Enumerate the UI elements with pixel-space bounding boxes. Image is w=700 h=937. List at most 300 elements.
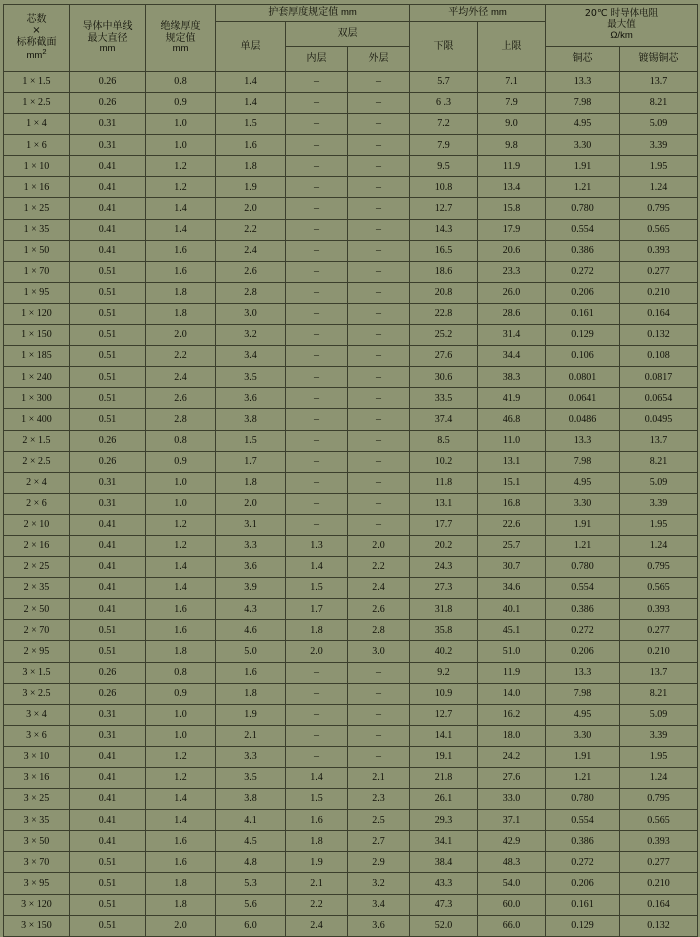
cell-sheath-outer: 2.5 [348,810,410,831]
cell-insulation-thickness: 0.9 [146,451,216,472]
cell-conductor-wire-dia: 0.51 [70,894,146,915]
cell-sheath-inner: – [286,704,348,725]
cell-od-upper: 11.9 [478,156,546,177]
cell-od-upper: 11.0 [478,430,546,451]
cell-core-section: 3 × 70 [4,852,70,873]
cell-conductor-wire-dia: 0.51 [70,915,146,936]
cell-resistance-copper: 1.91 [546,746,620,767]
header-conductor-wire-dia [70,5,146,72]
cell-od-upper: 14.0 [478,683,546,704]
table-row [4,493,698,514]
cell-sheath-single: 3.1 [216,514,286,535]
cell-od-lower: 14.3 [410,219,478,240]
cell-conductor-wire-dia: 0.51 [70,325,146,346]
cell-od-lower: 33.5 [410,388,478,409]
table-row [4,725,698,746]
cell-conductor-wire-dia: 0.41 [70,599,146,620]
table-row [4,894,698,915]
cell-od-lower: 11.8 [410,472,478,493]
cell-conductor-wire-dia: 0.41 [70,177,146,198]
cell-core-section: 3 × 6 [4,725,70,746]
cell-od-upper: 54.0 [478,873,546,894]
table-row [4,219,698,240]
cell-resistance-copper: 0.386 [546,599,620,620]
table-row [4,135,698,156]
cell-conductor-wire-dia: 0.51 [70,852,146,873]
cell-sheath-outer: – [348,282,410,303]
cell-insulation-thickness: 1.2 [146,156,216,177]
cell-resistance-copper: 7.98 [546,683,620,704]
cell-sheath-outer: 2.7 [348,831,410,852]
cell-resistance-tinned: 0.210 [620,282,698,303]
cell-od-lower: 52.0 [410,915,478,936]
cell-sheath-single: 4.3 [216,599,286,620]
cell-resistance-copper: 0.780 [546,557,620,578]
cell-resistance-tinned: 3.39 [620,135,698,156]
cell-core-section: 1 × 6 [4,135,70,156]
cell-core-section: 3 × 1.5 [4,662,70,683]
cell-sheath-outer: 2.6 [348,599,410,620]
cell-od-lower: 12.7 [410,704,478,725]
cell-insulation-thickness: 1.4 [146,198,216,219]
cell-sheath-single: 2.8 [216,282,286,303]
header-insulation-thickness-unit: mm [172,43,189,54]
cell-sheath-single: 2.1 [216,725,286,746]
cell-insulation-thickness: 1.6 [146,852,216,873]
cell-insulation-thickness: 1.0 [146,135,216,156]
cell-resistance-copper: 1.21 [546,768,620,789]
header-od-upper-limit: 上限 [478,21,546,71]
table-row [4,451,698,472]
table-row [4,768,698,789]
cell-sheath-inner: 1.8 [286,831,348,852]
cell-sheath-outer: – [348,156,410,177]
cell-conductor-wire-dia: 0.41 [70,514,146,535]
table-row [4,557,698,578]
cell-insulation-thickness: 0.8 [146,71,216,92]
cell-od-lower: 30.6 [410,367,478,388]
cell-resistance-copper: 4.95 [546,114,620,135]
cell-sheath-inner: – [286,746,348,767]
table-row [4,282,698,303]
cell-sheath-single: 2.2 [216,219,286,240]
cell-resistance-copper: 0.272 [546,620,620,641]
cell-sheath-outer: – [348,346,410,367]
table-row [4,303,698,324]
cell-core-section: 3 × 95 [4,873,70,894]
cell-conductor-wire-dia: 0.41 [70,219,146,240]
cell-sheath-single: 1.6 [216,135,286,156]
cell-resistance-copper: 0.0486 [546,409,620,430]
cell-od-lower: 10.2 [410,451,478,472]
cell-od-lower: 31.8 [410,599,478,620]
cell-core-section: 1 × 400 [4,409,70,430]
cell-sheath-inner: – [286,683,348,704]
cell-insulation-thickness: 1.6 [146,261,216,282]
cell-core-section: 3 × 35 [4,810,70,831]
cell-sheath-inner: – [286,114,348,135]
cell-sheath-inner: 1.9 [286,852,348,873]
cell-sheath-outer: 2.9 [348,852,410,873]
table-row [4,704,698,725]
cell-od-lower: 14.1 [410,725,478,746]
cell-sheath-inner: 1.4 [286,557,348,578]
cell-sheath-outer: – [348,683,410,704]
cell-od-upper: 7.1 [478,71,546,92]
cell-sheath-outer: 2.3 [348,789,410,810]
table-row [4,198,698,219]
cell-od-upper: 9.8 [478,135,546,156]
cell-insulation-thickness: 1.6 [146,620,216,641]
cell-od-upper: 28.6 [478,303,546,324]
cell-sheath-inner: – [286,240,348,261]
table-row [4,831,698,852]
table-row [4,810,698,831]
cell-od-upper: 11.9 [478,662,546,683]
cell-od-lower: 29.3 [410,810,478,831]
cell-resistance-tinned: 13.7 [620,71,698,92]
cell-insulation-thickness: 1.0 [146,472,216,493]
cell-sheath-inner: – [286,71,348,92]
cell-sheath-single: 4.6 [216,620,286,641]
cell-resistance-copper: 3.30 [546,135,620,156]
cell-od-upper: 66.0 [478,915,546,936]
header-core-section-line1: 芯数 [26,13,47,25]
header-conductor-resistance-unit: Ω/km [610,29,633,41]
cell-resistance-copper: 3.30 [546,493,620,514]
cell-resistance-copper: 0.206 [546,282,620,303]
cell-insulation-thickness: 1.4 [146,578,216,599]
cell-resistance-tinned: 0.0495 [620,409,698,430]
cell-resistance-copper: 4.95 [546,704,620,725]
cell-sheath-inner: 1.6 [286,810,348,831]
cell-resistance-copper: 13.3 [546,662,620,683]
table-row [4,346,698,367]
cell-od-lower: 8.5 [410,430,478,451]
cell-sheath-inner: – [286,451,348,472]
table-row [4,325,698,346]
table-row [4,177,698,198]
cell-sheath-single: 1.8 [216,683,286,704]
cell-od-upper: 7.9 [478,93,546,114]
table-row [4,514,698,535]
cell-sheath-single: 3.4 [216,346,286,367]
cell-core-section: 3 × 120 [4,894,70,915]
cell-core-section: 2 × 2.5 [4,451,70,472]
cell-resistance-tinned: 13.7 [620,662,698,683]
cell-sheath-outer: 3.4 [348,894,410,915]
cell-sheath-inner: – [286,219,348,240]
cell-sheath-outer: – [348,514,410,535]
cell-resistance-tinned: 0.393 [620,240,698,261]
cell-insulation-thickness: 1.4 [146,219,216,240]
cell-od-upper: 46.8 [478,409,546,430]
cell-resistance-copper: 0.780 [546,198,620,219]
header-sheath-outer-layer: 外层 [348,46,410,71]
cell-core-section: 2 × 4 [4,472,70,493]
cell-conductor-wire-dia: 0.41 [70,198,146,219]
cell-insulation-thickness: 2.0 [146,915,216,936]
cell-resistance-tinned: 0.132 [620,915,698,936]
header-core-section-line3: 标称截面 [16,36,57,48]
header-conductor-resistance-group [546,5,698,47]
cell-conductor-wire-dia: 0.41 [70,810,146,831]
cell-resistance-copper: 7.98 [546,451,620,472]
cell-resistance-copper: 7.98 [546,93,620,114]
cell-insulation-thickness: 2.8 [146,409,216,430]
cell-resistance-tinned: 0.277 [620,620,698,641]
cell-conductor-wire-dia: 0.31 [70,493,146,514]
header-average-od-group [410,5,546,22]
cell-insulation-thickness: 2.0 [146,325,216,346]
table-row [4,156,698,177]
cell-od-lower: 22.8 [410,303,478,324]
cell-resistance-copper: 0.554 [546,810,620,831]
cell-sheath-outer: – [348,261,410,282]
cell-insulation-thickness: 1.8 [146,303,216,324]
cell-sheath-inner: 2.1 [286,873,348,894]
cell-sheath-single: 3.5 [216,367,286,388]
cell-insulation-thickness: 1.2 [146,768,216,789]
cell-sheath-inner: – [286,725,348,746]
cell-od-lower: 34.1 [410,831,478,852]
cell-core-section: 1 × 50 [4,240,70,261]
cell-resistance-copper: 0.272 [546,261,620,282]
cell-conductor-wire-dia: 0.31 [70,472,146,493]
cell-insulation-thickness: 0.8 [146,662,216,683]
cell-sheath-inner: – [286,282,348,303]
cell-resistance-tinned: 0.0654 [620,388,698,409]
cell-insulation-thickness: 1.6 [146,831,216,852]
header-resistance-tinned-copper: 镀锡铜芯 [620,46,698,71]
cell-sheath-single: 3.8 [216,789,286,810]
cell-core-section: 3 × 50 [4,831,70,852]
cell-sheath-single: 3.5 [216,768,286,789]
cell-od-upper: 27.6 [478,768,546,789]
cell-od-lower: 17.7 [410,514,478,535]
cell-sheath-outer: – [348,746,410,767]
cell-sheath-outer: – [348,325,410,346]
cell-resistance-copper: 4.95 [546,472,620,493]
cell-od-lower: 7.9 [410,135,478,156]
header-average-od-unit: mm [491,7,507,18]
cell-core-section: 1 × 2.5 [4,93,70,114]
cell-sheath-inner: 2.2 [286,894,348,915]
cell-conductor-wire-dia: 0.41 [70,240,146,261]
cell-resistance-copper: 0.386 [546,831,620,852]
cell-sheath-outer: – [348,451,410,472]
cell-od-lower: 47.3 [410,894,478,915]
cell-sheath-inner: 2.4 [286,915,348,936]
cell-insulation-thickness: 2.4 [146,367,216,388]
cell-resistance-tinned: 3.39 [620,725,698,746]
cell-conductor-wire-dia: 0.41 [70,557,146,578]
cell-sheath-outer: – [348,725,410,746]
cell-sheath-outer: – [348,472,410,493]
cell-sheath-outer: – [348,114,410,135]
cell-resistance-tinned: 1.95 [620,514,698,535]
cell-core-section: 1 × 35 [4,219,70,240]
cell-resistance-copper: 0.554 [546,219,620,240]
cell-od-lower: 20.8 [410,282,478,303]
cell-conductor-wire-dia: 0.51 [70,873,146,894]
cell-resistance-copper: 0.206 [546,873,620,894]
cell-conductor-wire-dia: 0.51 [70,346,146,367]
cell-sheath-outer: – [348,177,410,198]
cell-insulation-thickness: 0.8 [146,430,216,451]
header-sheath-thickness-group [216,5,410,22]
cell-core-section: 1 × 16 [4,177,70,198]
cell-insulation-thickness: 1.4 [146,789,216,810]
cell-conductor-wire-dia: 0.51 [70,620,146,641]
cell-od-lower: 43.3 [410,873,478,894]
cell-resistance-tinned: 8.21 [620,451,698,472]
cell-conductor-wire-dia: 0.51 [70,303,146,324]
cell-od-upper: 13.1 [478,451,546,472]
cell-od-lower: 27.6 [410,346,478,367]
cell-insulation-thickness: 1.2 [146,514,216,535]
cell-od-lower: 10.8 [410,177,478,198]
table-row [4,114,698,135]
cell-insulation-thickness: 1.6 [146,240,216,261]
cell-od-upper: 24.2 [478,746,546,767]
cell-conductor-wire-dia: 0.51 [70,367,146,388]
cell-sheath-inner: – [286,493,348,514]
cell-sheath-single: 1.5 [216,430,286,451]
cell-sheath-inner: 1.4 [286,768,348,789]
cell-sheath-outer: – [348,135,410,156]
cell-insulation-thickness: 1.4 [146,557,216,578]
cell-insulation-thickness: 1.6 [146,599,216,620]
cell-insulation-thickness: 1.0 [146,493,216,514]
cell-core-section: 3 × 10 [4,746,70,767]
cell-sheath-inner: – [286,303,348,324]
cell-sheath-outer: 2.8 [348,620,410,641]
cell-od-lower: 18.6 [410,261,478,282]
table-row [4,641,698,662]
table-row [4,430,698,451]
header-core-section [4,5,70,72]
cell-conductor-wire-dia: 0.51 [70,409,146,430]
cell-sheath-inner: – [286,325,348,346]
cell-resistance-copper: 0.206 [546,641,620,662]
cell-od-upper: 15.1 [478,472,546,493]
cell-core-section: 1 × 300 [4,388,70,409]
cell-conductor-wire-dia: 0.26 [70,430,146,451]
cell-sheath-outer: – [348,367,410,388]
cell-resistance-tinned: 0.132 [620,325,698,346]
cell-core-section: 3 × 16 [4,768,70,789]
cell-od-upper: 31.4 [478,325,546,346]
cell-sheath-inner: – [286,514,348,535]
cell-od-lower: 24.3 [410,557,478,578]
cell-sheath-single: 4.1 [216,810,286,831]
cell-resistance-tinned: 0.210 [620,873,698,894]
cell-core-section: 3 × 25 [4,789,70,810]
cell-core-section: 2 × 70 [4,620,70,641]
table-row [4,599,698,620]
header-conductor-resistance-line2: 最大值 [607,19,636,30]
table-row [4,472,698,493]
table-row [4,620,698,641]
cell-insulation-thickness: 1.2 [146,746,216,767]
header-insulation-thickness-line2: 规定值 [165,32,196,44]
cell-sheath-outer: – [348,303,410,324]
cell-sheath-outer: – [348,430,410,451]
cell-insulation-thickness: 1.2 [146,535,216,556]
cell-od-lower: 10.9 [410,683,478,704]
cell-od-upper: 20.6 [478,240,546,261]
cell-sheath-single: 3.2 [216,325,286,346]
cell-sheath-single: 5.3 [216,873,286,894]
cell-od-upper: 34.4 [478,346,546,367]
cell-core-section: 2 × 25 [4,557,70,578]
cell-sheath-inner: – [286,472,348,493]
cell-resistance-tinned: 0.164 [620,894,698,915]
cell-core-section: 1 × 95 [4,282,70,303]
cell-resistance-tinned: 1.24 [620,768,698,789]
cell-sheath-single: 1.8 [216,156,286,177]
header-insulation-thickness [146,5,216,72]
cell-od-lower: 13.1 [410,493,478,514]
cell-od-upper: 45.1 [478,620,546,641]
cell-sheath-single: 1.4 [216,71,286,92]
cell-sheath-single: 3.6 [216,388,286,409]
cell-od-lower: 26.1 [410,789,478,810]
cell-od-upper: 13.4 [478,177,546,198]
cell-conductor-wire-dia: 0.41 [70,746,146,767]
cell-od-upper: 38.3 [478,367,546,388]
cell-sheath-outer: 3.6 [348,915,410,936]
cell-resistance-copper: 0.386 [546,240,620,261]
cell-insulation-thickness: 0.9 [146,683,216,704]
cell-resistance-copper: 0.780 [546,789,620,810]
table-row [4,409,698,430]
cell-sheath-outer: – [348,662,410,683]
cell-od-upper: 60.0 [478,894,546,915]
cell-conductor-wire-dia: 0.51 [70,282,146,303]
cell-sheath-single: 3.8 [216,409,286,430]
cell-od-lower: 12.7 [410,198,478,219]
header-sheath-thickness-unit: mm [340,7,357,18]
cell-conductor-wire-dia: 0.26 [70,93,146,114]
cell-sheath-outer: – [348,704,410,725]
header-core-section-unit: $mm^2$ [26,47,47,62]
cell-insulation-thickness: 1.0 [146,114,216,135]
cell-od-lower: 9.5 [410,156,478,177]
cell-sheath-single: 1.9 [216,704,286,725]
header-sheath-single-layer: 单层 [216,21,286,71]
table-row [4,662,698,683]
cell-resistance-copper: 0.0641 [546,388,620,409]
cable-specification-table [3,4,698,937]
table-header [4,5,698,72]
cell-conductor-wire-dia: 0.31 [70,114,146,135]
cell-od-lower: 27.3 [410,578,478,599]
cell-sheath-inner: 2.0 [286,641,348,662]
cell-sheath-inner: – [286,93,348,114]
cell-insulation-thickness: 2.6 [146,388,216,409]
cell-resistance-copper: 13.3 [546,71,620,92]
cell-od-upper: 17.9 [478,219,546,240]
cell-sheath-inner: – [286,261,348,282]
table-row [4,388,698,409]
table-row [4,915,698,936]
table-row [4,71,698,92]
cell-resistance-tinned: 0.277 [620,852,698,873]
table-row [4,261,698,282]
cell-od-lower: 9.2 [410,662,478,683]
